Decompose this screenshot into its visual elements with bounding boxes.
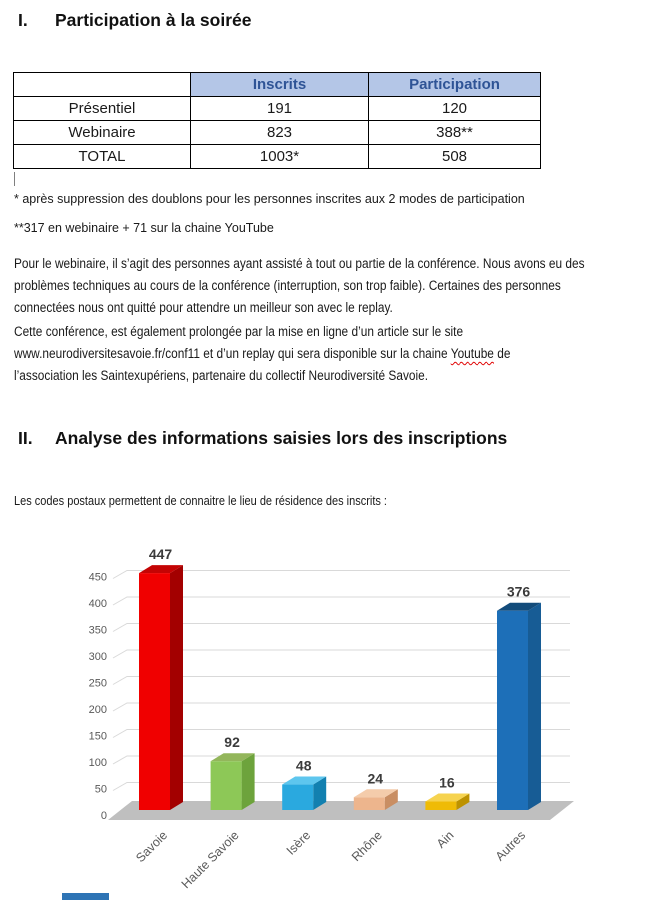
y-axis-tick-label: 200	[88, 704, 107, 716]
category-label: Savoie	[133, 828, 171, 866]
cell-inscrits: 191	[191, 97, 369, 121]
paragraph-conference	[14, 321, 510, 387]
participation-table	[13, 72, 541, 169]
y-axis-tick-label: 0	[100, 810, 107, 822]
category-label: Rhône	[348, 828, 385, 865]
paragraph-line: Cette conférence, est également prolongée par la mise en ligne d’un article sur le site	[14, 324, 464, 339]
bar-front-face	[282, 785, 313, 810]
y-axis-tick-label: 250	[88, 677, 107, 690]
bar-side-face	[170, 565, 183, 810]
paragraph-line	[14, 343, 510, 365]
section-1-heading	[18, 10, 251, 31]
bar-value-label: 447	[148, 546, 173, 563]
bar-autres	[493, 584, 541, 864]
y-axis-tick-label: 400	[88, 598, 107, 610]
table-row	[14, 121, 541, 145]
paragraph-webinaire	[14, 253, 585, 319]
section-1-title: Participation à la soirée	[55, 10, 252, 30]
bar-side-face	[242, 753, 255, 810]
paragraph-line: l’association les Saintexupériens, partenaire du collectif Neurodiversité Savoie.	[14, 368, 429, 383]
y-axis-tick-label: 150	[88, 730, 107, 743]
y-axis-tick-label: 300	[88, 651, 107, 663]
cell-participation: 388**	[369, 121, 541, 145]
paragraph-line: Pour le webinaire, il s’agit des personnes ayant assisté à tout ou partie de la conférence. Nous avons eu des	[14, 256, 585, 271]
bar-value-label: 16	[439, 774, 455, 791]
y-axis-tick-label: 50	[94, 783, 107, 796]
section-1-number: I.	[18, 10, 28, 30]
footnote-doublons: * après suppression des doublons pour les personnes inscrites aux 2 modes de participation	[14, 192, 525, 206]
bar-front-face	[211, 761, 242, 810]
section-2-heading	[18, 428, 507, 449]
row-label: TOTAL	[14, 145, 191, 169]
bar-value-label: 48	[295, 757, 312, 774]
bar-value-label: 376	[506, 583, 531, 600]
category-label: Autres	[492, 828, 529, 864]
paragraph-mark	[14, 172, 15, 186]
table-header-row	[14, 73, 541, 97]
row-label: Webinaire	[14, 121, 191, 145]
page-bottom-blue-mark	[62, 893, 109, 900]
bar-value-label: 24	[367, 770, 384, 787]
line-text: www.neurodiversitesavoie.fr/conf11 et d’un replay qui sera disponible sur la chaine	[14, 346, 451, 361]
cell-inscrits: 823	[191, 121, 369, 145]
section-2-number: II.	[18, 428, 33, 448]
header-cell-empty	[14, 73, 191, 97]
bar-front-face	[425, 802, 456, 810]
bar-front-face	[139, 573, 170, 810]
footnote-youtube: **317 en webinaire + 71 sur la chaine YouTube	[14, 221, 274, 235]
section-2-title: Analyse des informations saisies lors des inscriptions	[55, 428, 508, 448]
y-axis-tick-label: 350	[88, 624, 107, 637]
bar-side-face	[528, 603, 541, 810]
category-label: Isère	[283, 828, 314, 858]
cell-participation: 120	[369, 97, 541, 121]
chart-intro-text: Les codes postaux permettent de connaitre le lieu de résidence des inscrits :	[14, 494, 387, 508]
y-axis-tick-label: 450	[88, 571, 107, 584]
paragraph-line: connectées nous ont quitté pour attendre un meilleur son avec le replay.	[14, 300, 393, 315]
residence-bar-chart	[63, 545, 603, 895]
bar-front-face	[497, 611, 528, 810]
category-label: Haute Savoie	[178, 828, 242, 892]
cell-inscrits: 1003*	[191, 145, 369, 169]
bar-value-label: 92	[224, 734, 240, 751]
bar-front-face	[354, 797, 385, 810]
cell-participation: 508	[369, 145, 541, 169]
header-cell-inscrits: Inscrits	[191, 73, 369, 97]
line-text: de	[493, 346, 511, 361]
table-row	[14, 97, 541, 121]
table-row	[14, 145, 541, 169]
y-axis-tick-label: 100	[88, 757, 107, 769]
category-label: Ain	[433, 828, 457, 851]
misspelled-word: Youtube	[450, 346, 494, 361]
row-label: Présentiel	[14, 97, 191, 121]
header-cell-participation: Participation	[369, 73, 541, 97]
paragraph-line: problèmes techniques au cours de la conférence (interruption, son trop faible). Certaines des personnes	[14, 278, 561, 293]
